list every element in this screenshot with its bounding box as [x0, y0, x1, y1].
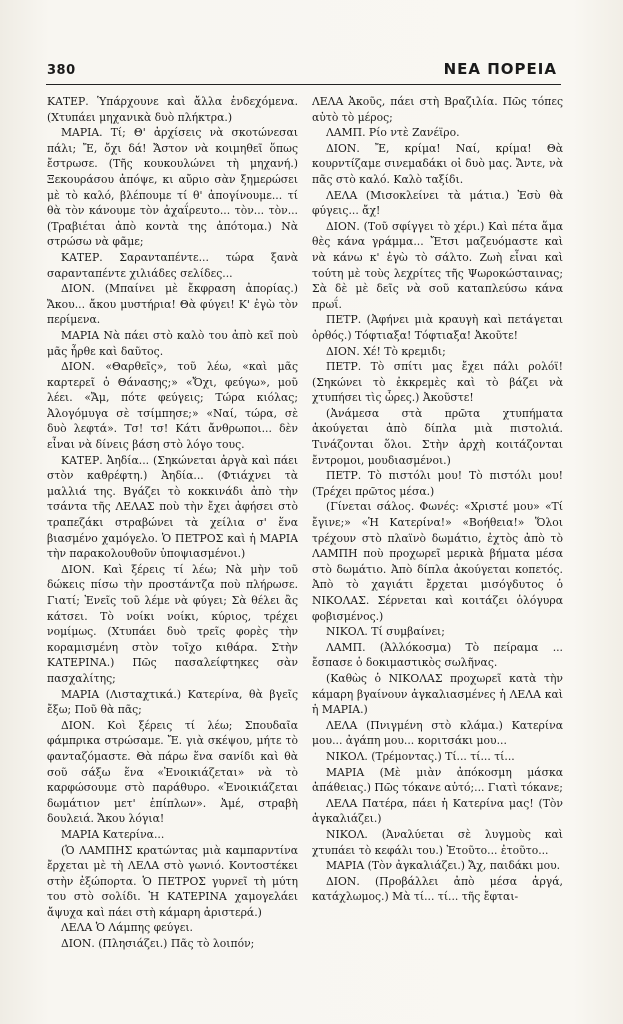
- paragraph: ΔΙΟΝ. Ἔ, κρίμα! Ναί, κρίμα! Θὰ κουρντίζαμε σινεμαδάκι οἱ δυὸ μας. Ἄντε, νὰ πᾶς στὸ καλό. Καλὸ ταξίδι.: [312, 141, 563, 186]
- stage-direction: (Ὁ ΛΑΜΠΗΣ κρατώντας μιὰ καμπαρντίνα ἔρχεται μὲ τὴ ΛΕΛΑ στὸ γωνιό. Κοντοστέκει στὴν ἐξώπορτα. Ὁ ΠΕΤΡΟΣ γυρνεῖ τὴ μύτη του στὸ σολίδι. Ἡ ΚΑΤΕΡΙΝΑ χαμογελάει ἄψυχα καὶ πάει στὴ κάμαρη ἀριστερά.): [47, 843, 298, 919]
- paragraph: ΜΑΡΙΑ Νὰ πάει στὸ καλὸ του ἀπὸ κεῖ ποὺ μᾶς ἦρθε καὶ δαῦτος.: [47, 328, 298, 358]
- paragraph: ΜΑΡΙΑ (Μὲ μιὰν ἀπόκοσμη μάσκα ἀπάθειας.) Πῶς τόκανε αὐτό;... Γιατὶ τόκανε;: [312, 765, 563, 795]
- paragraph: ΚΑΤΕΡ. Ἀηδία... (Σηκώνεται ἀργὰ καὶ πάει στὸν καθρέφτη.) Ἀηδία... (Φτιάχνει τὰ μαλλιά της. Βγάζει τὸ κοκκινάδι ἀπὸ τὴν τσάντα τῆς ΛΕΛΑΣ ποὺ τὴν ἔχει ἀφήσει στὸ τραπεζάκι στραβώνει τὰ χείλια σ' ἕνα βιασμένο χαμόγελο. Ὁ ΠΕΤΡΟΣ καὶ ἡ ΜΑΡΙΑ τὴν παρακολουθοῦν ὑποψιασμένοι.): [47, 453, 298, 561]
- paragraph: ΛΕΛΑ (Πνιγμένη στὸ κλάμα.) Κατερίνα μου... ἀγάπη μου... κοριτσάκι μου...: [312, 718, 563, 748]
- paragraph: ΚΑΤΕΡ. Ὑπάρχουνε καὶ ἄλλα ἐνδεχόμενα. (Χτυπάει μηχανικὰ δυὸ πλήκτρα.): [47, 95, 298, 124]
- header-rule: [46, 84, 561, 85]
- paragraph: ΚΑΤΕΡ. Σαρανταπέντε... τώρα ξανὰ σαρανταπέντε χιλιάδες σελίδες...: [47, 250, 298, 280]
- paragraph: ΝΙΚΟΛ. (Ἀναλύεται σὲ λυγμοὺς καὶ χτυπάει τὸ κεφάλι του.) Ἐτοῦτο... ἐτοῦτο...: [312, 827, 563, 857]
- paragraph: ΔΙΟΝ. (Πλησιάζει.) Πᾶς τὸ λοιπόν;: [61, 937, 255, 951]
- paragraph: ΔΙΟΝ. Χέ! Τὸ κρεμιδι;: [326, 344, 446, 358]
- text-columns: [47, 94, 563, 1002]
- paragraph: ΜΑΡΙΑ. Τί; Θ' ἀρχίσεις νὰ σκοτώνεσαι πάλι; Ἔ, ὄχι δά! Ἄστον νὰ κοιμηθεῖ ὅπως ἔστρωσε. (Τῆς κουκουλώνει τὴ μηχανή.) Ξεκουράσου ἀπόψε, κι αὔριο σὰν ξημερώσει μὲ τὸ καλό, βλέπουμε τί θ' ἀπογίνουμε... τί θὰ τὸν κάνουμε τὸν ἀχαΐρευτο... τὸν... τὸν... (Τραβιέται ἀπὸ κοντὰ της ἀπότομα.) Νὰ στρώσω νὰ φᾶμε;: [47, 126, 298, 249]
- paragraph: ΜΑΡΙΑ (Τὸν ἀγκαλιάζει.) Ἄχ, παιδάκι μου.: [326, 859, 561, 873]
- paragraph: ΠΕΤΡ. Τὸ σπίτι μας ἔχει πάλι ρολόϊ! (Σηκώνει τὸ ἐκκρεμὲς καὶ τὸ βάζει νὰ χτυπήσει τὶς ὧρες.) Ἀκοῦστε!: [312, 360, 563, 405]
- paragraph: ΔΙΟΝ. Κοὶ ξέρεις τί λέω; Σπουδαῖα φάμπρικα στρώσαμε. Ἔ. γιὰ σκέψου, μήτε τὸ φανταζόμαστε. Θὰ πάρω ἕνα σανίδι καὶ θὰ σοῦ σάξω ἕνα «Ἐνοικιάζεται» νὰ τὸ καρφώσουμε στὸ παράθυρο. «Ἐνοικιάζεται δωμάτιον μετ' ἐπίπλων». Ἀμέ, στραβὴ δουλειά. Ἄκου λόγια!: [47, 718, 298, 826]
- left-column: [47, 94, 298, 1002]
- paragraph: ΛΕΛΑ Πατέρα, πάει ἡ Κατερίνα μας! (Τὸν ἀγκαλιάζει.): [312, 796, 563, 826]
- stage-direction: (Γίνεται σάλος. Φωνές: «Χριστέ μου» «Τί ἔγινε;» «Ἡ Κατερίνα!» «Βοήθεια!» Ὅλοι τρέχουν στὸ πλαϊνὸ δωμάτιο, ἐχτὸς ἀπὸ τὸ ΛΑΜΠΗ ποὺ προχωρεῖ μερικὰ βήματα μέσα στὸ δωμάτιο. Ἀπὸ δίπλα ἀκούγεται κοπετός. Ἀπὸ τὸ χαγιάτι ἔρχεται μισόγδυτος ὁ ΝΙΚΟΛΑΣ. Σέρνεται καὶ κοιτάζει ὁλόγυρα φοβισμένος.): [312, 500, 563, 623]
- journal-title: ΝΕΑ ΠΟΡΕΙΑ: [443, 60, 557, 78]
- stage-direction: (Καθὼς ὁ ΝΙΚΟΛΑΣ προχωρεῖ κατὰ τὴν κάμαρη βγαίνουν ἀγκαλιασμένες ἡ ΛΕΛΑ καὶ ἡ ΜΑΡΙΑ.): [312, 671, 563, 717]
- paragraph: ΠΕΤΡ. (Ἀφήνει μιὰ κραυγὴ καὶ πετάγεται ὀρθός.) Τόφτιαξα! Τόφτιαξα! Ἀκοῦτε!: [312, 313, 563, 342]
- paragraph: ΜΑΡΙΑ (Λισταχτικά.) Κατερίνα, θὰ βγεῖς ἔξω; Ποῦ θὰ πᾶς;: [47, 687, 298, 717]
- paragraph: ΛΑΜΠ. (Ἀλλόκοσμα) Τὸ πείραμα ... ἔσπασε ὁ δοκιμαστικὸς σωλῆνας.: [312, 640, 563, 670]
- paragraph: ΠΕΤΡ. Τὸ πιστόλι μου! Τὸ πιστόλι μου! (Τρέχει πρῶτος μέσα.): [312, 469, 563, 498]
- paragraph: ΜΑΡΙΑ Κατερίνα...: [61, 827, 165, 841]
- paragraph: ΔΙΟΝ. Καὶ ξέρεις τί λέω; Νὰ μὴν τοῦ δώκεις πίσω τὴν προστάντζα ποὺ πλήρωσε. Γιατί; Ἐνεῖς τοῦ λέμε νὰ φύγει; Σὰ θέλει ἂς κάτσει. Τὸ νοίκι νοίκι, κύριος, τρέχει νομίμως. (Χτυπάει δυὸ τρεῖς φορὲς τὴν κοραμισμένη στὸν τοῖχο κιθάρα. Στὴν ΚΑΤΕΡΙΝΑ.) Πῶς πασαλείφτηκες σὰν πασχαλίτης;: [47, 562, 298, 685]
- paragraph: ΔΙΟΝ. (Προβάλλει ἀπὸ μέσα ἀργά, κατάχλωμος.) Μὰ τί... τί... τῆς ἔφται-: [312, 874, 563, 904]
- paragraph: ΛΕΛΑ Ἀκοῦς, πάει στὴ Βραζιλία. Πῶς τόπες αὐτὸ τὸ μέρος;: [312, 95, 563, 124]
- stage-direction: (Ἀνάμεσα στὰ πρῶτα χτυπήματα ἀκούγεται ἀπὸ δίπλα μιὰ πιστολιά. Τινάζονται ὅλοι. Στὴν ἀρχὴ κοιτάζονται ἔντρομοι, μουδιασμένοι.): [312, 406, 563, 467]
- paragraph: ΛΕΛΑ (Μισοκλείνει τὰ μάτια.) Ἐσὺ θὰ φύγεις... ἄχ!: [312, 188, 563, 218]
- page-number: 380: [47, 63, 76, 78]
- right-column: [312, 94, 563, 1002]
- paragraph: ΛΑΜΠ. Ρίο ντὲ Ζανέϊρο.: [326, 126, 460, 140]
- paragraph: ΔΙΟΝ. (Τοῦ σφίγγει τὸ χέρι.) Καὶ πέτα ἅμα θὲς κάνα γράμμα... Ἔτσι μαζευόμαστε καὶ νὰ κάνω κ' ἐγὼ τὸ σάλτο. Ζωὴ εἶναι καὶ τούτη μὲ τοὺς λεχρίτες τῆς Ψωροκώσταινας; Σὰ δὲ μὲ δεῖς νὰ σοῦ καταπλεύσω κάνα πρωΐ.: [312, 219, 563, 311]
- paragraph: ΛΕΛΑ Ὁ Λάμπης φεύγει.: [61, 921, 193, 935]
- paragraph: ΔΙΟΝ. (Μπαίνει μὲ ἔκφραση ἀπορίας.) Ἄκου... ἄκου μυστήρια! Θὰ φύγει! Κ' ἐγὼ τὸν περίμενα.: [47, 282, 298, 327]
- paragraph: ΔΙΟΝ. «Θαρθεῖς», τοῦ λέω, «καὶ μᾶς καρτερεῖ ὁ Θάνασης;» «Ὄχι, φεύγω», μοῦ λέει. «Ἄμ, πότε φεύγεις; Τώρα κιόλας; Ἀλογόμυγα σὲ τσίμπησε;» «Ναί, τώρα, σὲ δυὸ λεφτά». Τσ! τσ! Κάτι ἄνθρωποι... δὲν εἶναι νὰ δίνεις βάση στὸ λόγο τους.: [47, 360, 298, 452]
- paragraph: ΝΙΚΟΛ. Τί συμβαίνει;: [326, 625, 445, 639]
- paragraph: ΝΙΚΟΛ. (Τρέμοντας.) Τί... τί... τί...: [326, 749, 515, 763]
- page-header: [47, 60, 557, 78]
